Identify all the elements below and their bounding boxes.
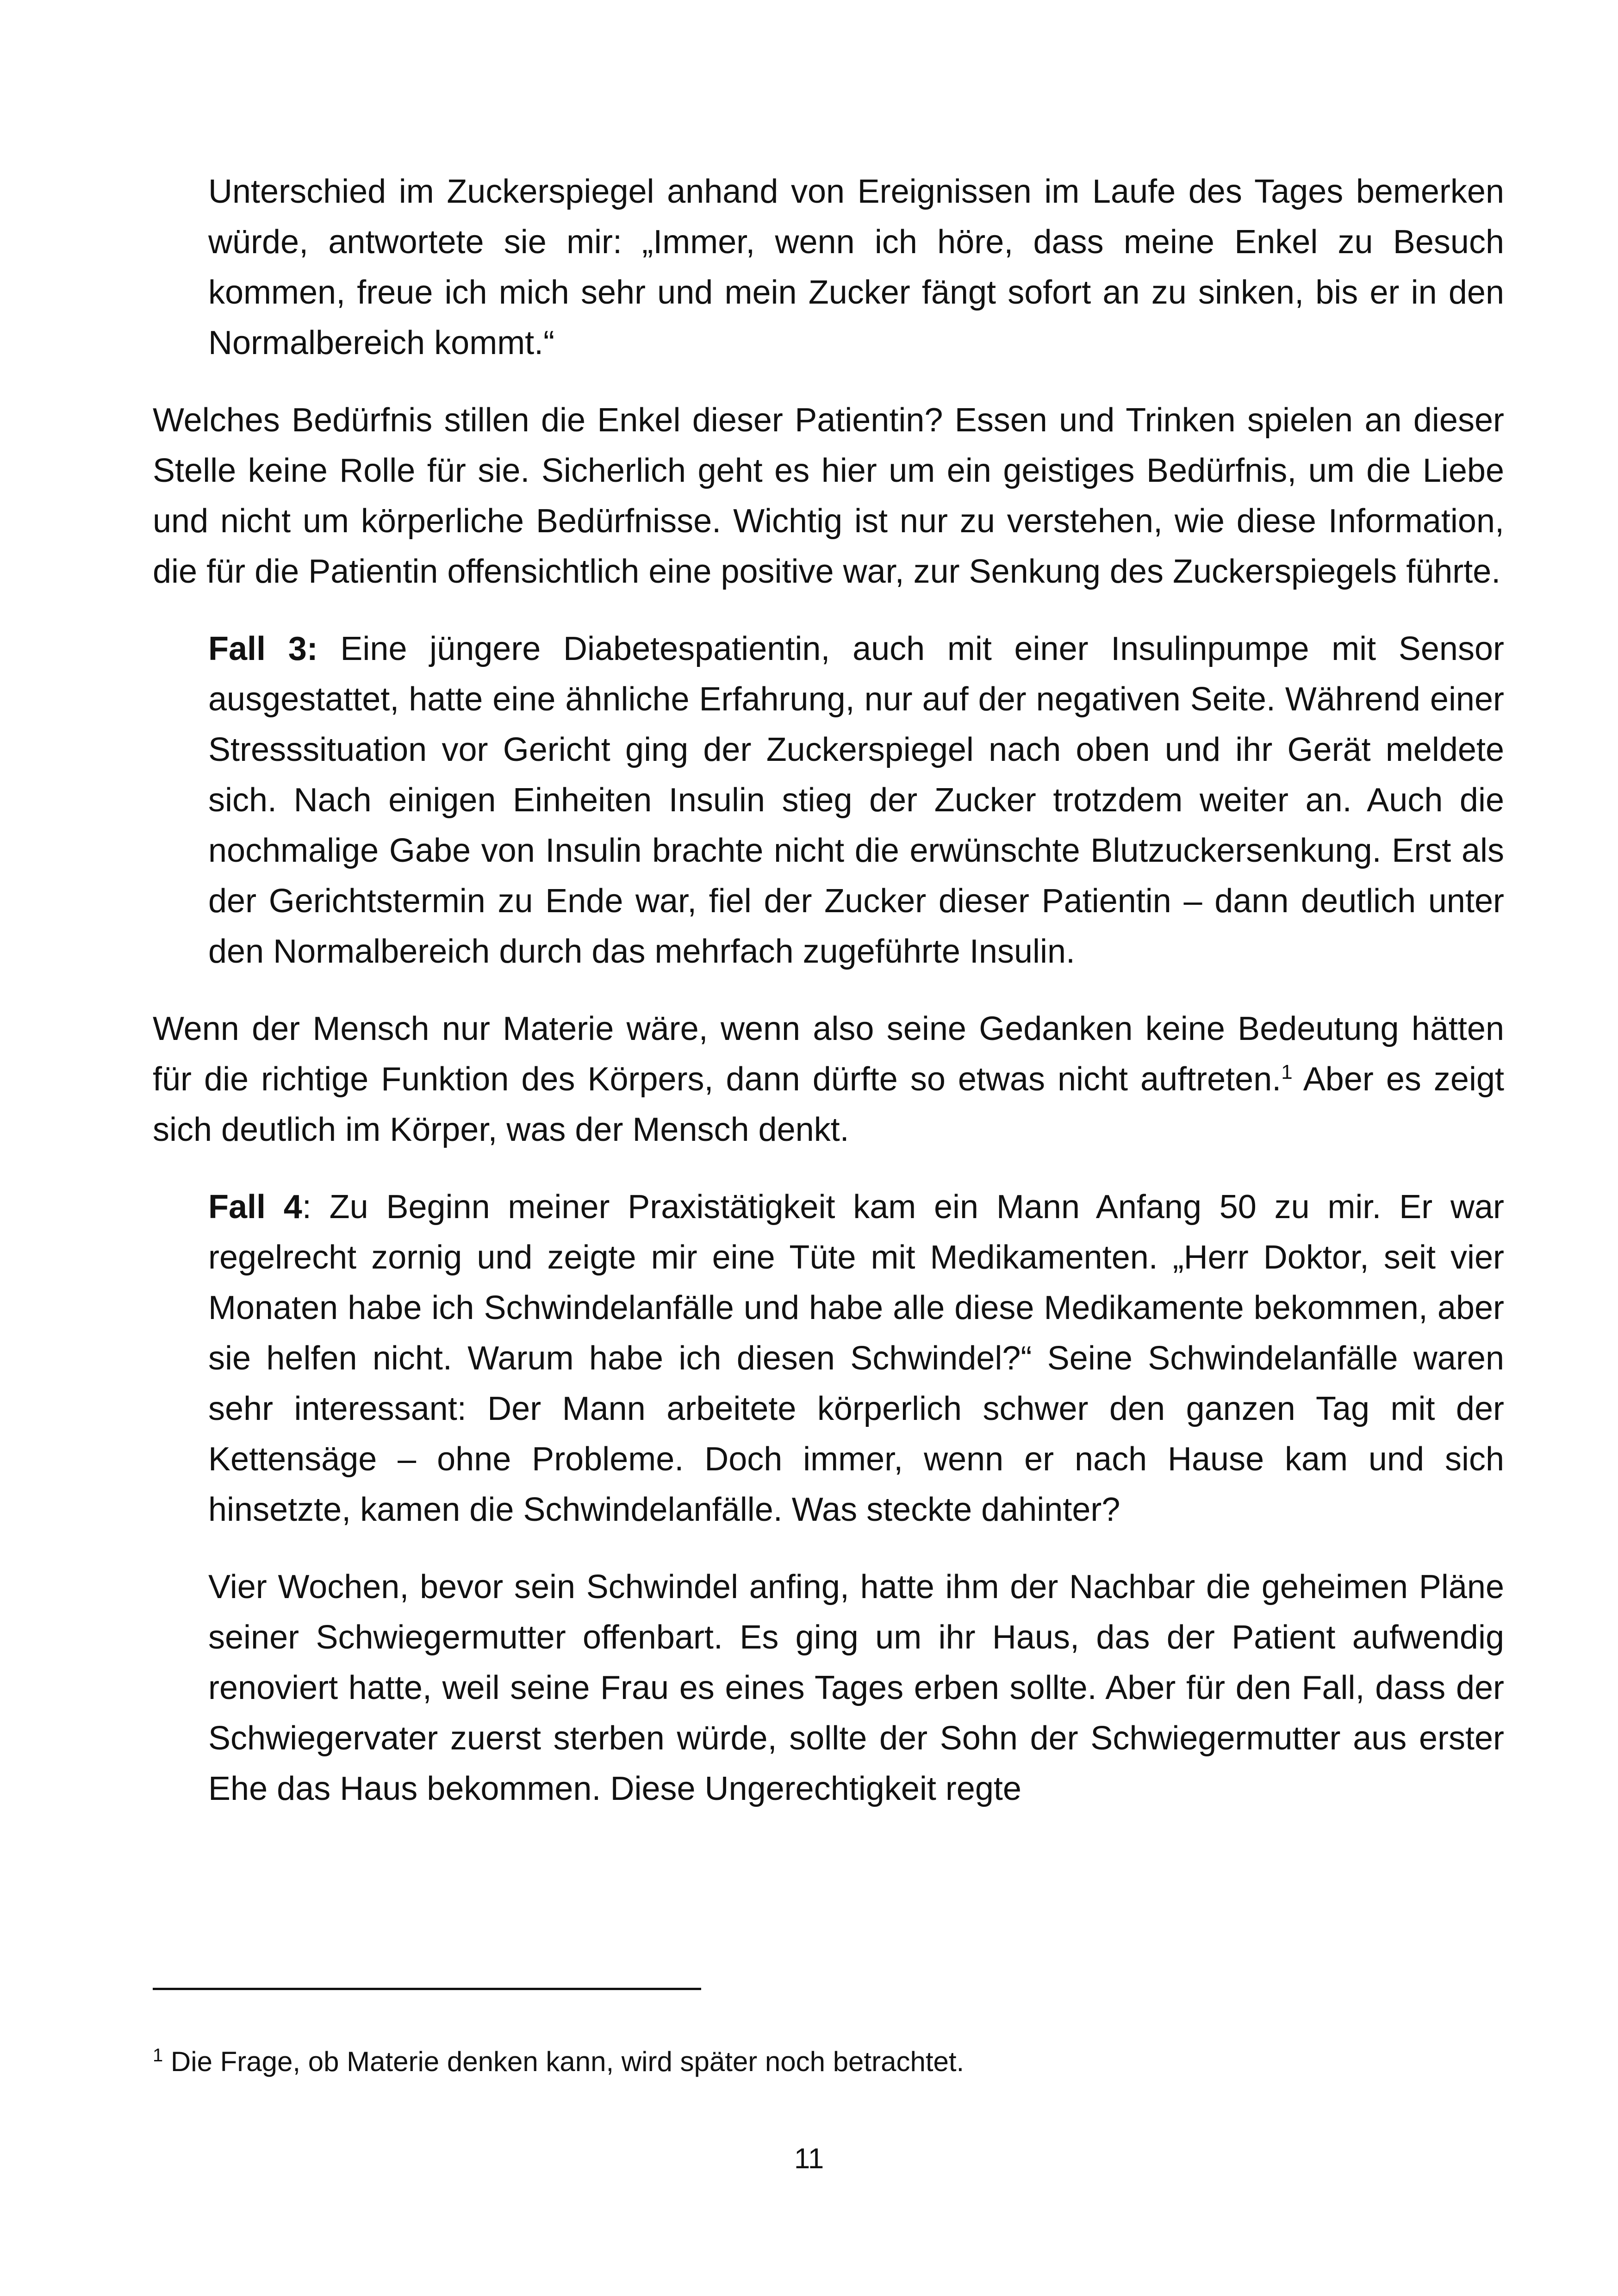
case-label: Fall 3: bbox=[208, 630, 318, 667]
paragraph-text: Eine jüngere Diabetespatientin, auch mit einer Insulinpumpe mit Sensor ausgestattet, hatte eine ähnliche Erfahrung, nur auf der negativen Seite. Während einer Stresssituation vor Gericht ging der Zuckerspiegel nach oben und ihr Gerät meldete sich. Nach einigen Einheiten Insulin stieg der Zucker trotzdem weiter an. Auch die nochmalige Gabe von Insulin brachte nicht die erwünschte Blutzuckersenkung. Erst als der Gerichtstermin zu Ende war, fiel der Zucker dieser Patientin – dann deutlich unter den Normalbereich durch das mehrfach zugeführte Insulin. bbox=[208, 630, 1504, 970]
paragraph-case-3 bbox=[208, 624, 1504, 977]
paragraph-text: : Zu Beginn meiner Praxistätigkeit kam ein Mann Anfang 50 zu mir. Er war regelrecht zornig und zeigte mir eine Tüte mit Medikamenten. „Herr Doktor, seit vier Monaten habe ich Schwindelanfälle und habe alle diese Medikamente bekommen, aber sie helfen nicht. Warum habe ich diesen Schwindel?“ Seine Schwindelanfälle waren sehr interessant: Der Mann arbeitete körperlich schwer den ganzen Tag mit der Kettensäge – ohne Probleme. Doch immer, wenn er nach Hause kam und sich hinsetzte, kamen die Schwindelanfälle. Was steckte dahinter? bbox=[208, 1188, 1505, 1528]
paragraph-text: Welches Bedürfnis stillen die Enkel dieser Patientin? Essen und Trinken spielen an dieser Stelle keine Rolle für sie. Sicherlich geht es hier um ein geistiges Bedürfnis, um die Liebe und nicht um körperliche Bedürfnisse. Wichtig ist nur zu verstehen, wie diese Information, die für die Patientin offensichtlich eine positive war, zur Senkung des Zuckerspiegels führte. bbox=[153, 402, 1504, 590]
main-text bbox=[153, 167, 1504, 1814]
paragraph-case-4-continued bbox=[208, 1562, 1504, 1814]
paragraph-case-4 bbox=[208, 1182, 1504, 1535]
footnote-separator bbox=[153, 1988, 701, 1990]
paragraph-text: Aber es zeigt sich deutlich im Körper, was der Mensch denkt. bbox=[153, 1061, 1504, 1148]
paragraph-text: Vier Wochen, bevor sein Schwindel anfing, hatte ihm der Nachbar die geheimen Pläne seiner Schwiegermutter offenbart. Es ging um ihr Haus, das der Patient aufwendig renoviert hatte, weil seine Frau es eines Tages erben sollte. Aber für den Fall, dass der Schwiegervater zuerst sterben würde, sollte der Sohn der Schwiegermutter aus erster Ehe das Haus bekommen. Diese Ungerechtigkeit regte bbox=[208, 1568, 1504, 1807]
footnote-text: Die Frage, ob Materie denken kann, wird später noch betrachtet. bbox=[163, 2046, 965, 2077]
footnote-number: 1 bbox=[153, 2045, 163, 2066]
paragraph-text: Unterschied im Zuckerspiegel anhand von Ereignissen im Laufe des Tages bemerken würde, antwortete sie mir: „Immer, wenn ich höre, dass meine Enkel zu Besuch kommen, freue ich mich sehr und mein Zucker fängt sofort an zu sinken, bis er in den Normalbereich kommt.“ bbox=[208, 173, 1504, 361]
footnote-reference: 1 bbox=[1281, 1061, 1293, 1083]
paragraph-materie bbox=[153, 1004, 1504, 1155]
paragraph-quote-case-2-end bbox=[208, 167, 1504, 368]
page-number: 11 bbox=[794, 2143, 824, 2175]
paragraph-enkel-beduerfnis bbox=[153, 395, 1504, 597]
footnote bbox=[153, 2041, 1504, 2083]
case-label: Fall 4 bbox=[208, 1188, 302, 1226]
paragraph-text: Wenn der Mensch nur Materie wäre, wenn also seine Gedanken keine Bedeutung hätten für die richtige Funktion des Körpers, dann dürfte so etwas nicht auftreten. bbox=[153, 1010, 1504, 1098]
